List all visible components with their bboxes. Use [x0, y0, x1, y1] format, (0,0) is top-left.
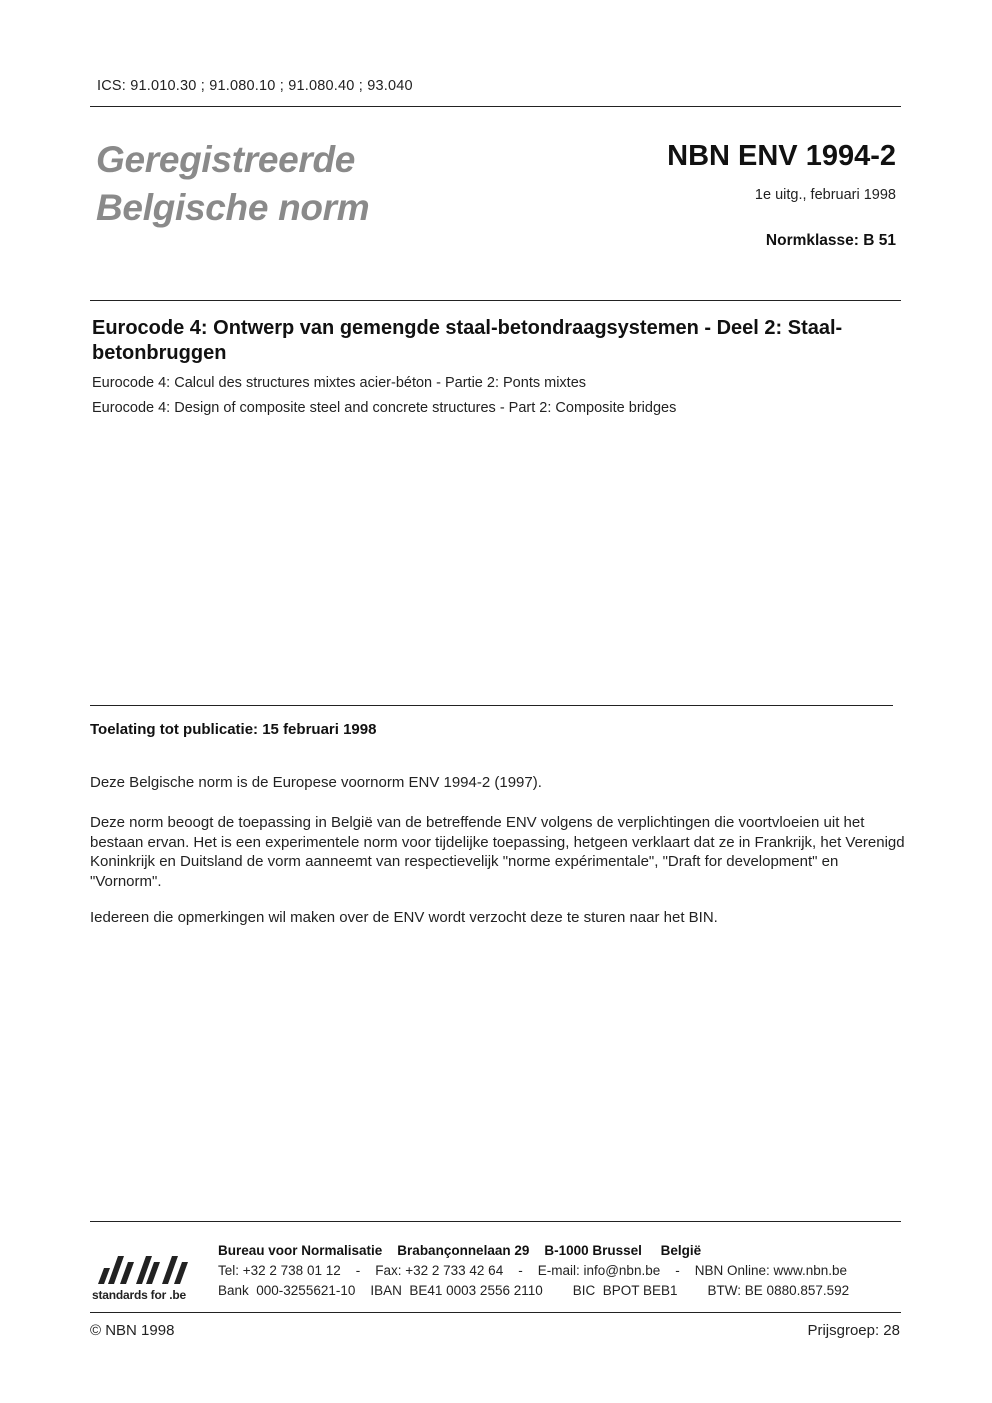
- copyright: © NBN 1998: [90, 1322, 175, 1339]
- logo-tagline: standards for .be: [92, 1288, 186, 1302]
- ics-codes: ICS: 91.010.30 ; 91.080.10 ; 91.080.40 ; 93.040: [97, 78, 413, 94]
- price-group: Prijsgroep: 28: [807, 1322, 900, 1339]
- contact-line: Tel: +32 2 738 01 12 - Fax: +32 2 733 42 64 - E-mail: info@nbn.be - NBN Online: www.nbn.be: [218, 1263, 848, 1278]
- norm-class: Normklasse: B 51: [765, 232, 896, 249]
- registered-title-line1: Geregistreerde: [96, 139, 356, 180]
- footer-rule-bottom: [90, 1312, 901, 1313]
- footer-rule-top: [90, 1221, 901, 1222]
- standard-number: NBN ENV 1994-2: [667, 140, 896, 172]
- body-paragraph-3: Iedereen die opmerkingen wil maken over de ENV wordt verzocht deze te sturen naar het BIN.: [90, 909, 718, 926]
- body-paragraph-2: Deze norm beoogt de toepassing in België van de betreffende ENV volgens de verplichtingen die voortvloeien uit het bestaan ervan. Het is een experimentele norm voor tijdelijke toepassing, hetgeen verklaart dat ze in Frankrijk, het Verenigd Koninkrijk en Duitsland de vorm aanneemt van respectievelijk "norme expérimentale", "Draft for development" en "Vornorm".: [90, 814, 905, 890]
- registered-norm-title: [96, 136, 369, 232]
- body-rule: [90, 705, 893, 706]
- main-title: Eurocode 4: Ontwerp van gemengde staal-betondraagsystemen - Deel 2: Staal-betonbruggen: [92, 317, 843, 364]
- address-line: Bureau voor Normalisatie Brabançonnelaan 29 B-1000 Brussel België: [218, 1243, 702, 1258]
- edition-date: 1e uitg., februari 1998: [754, 187, 896, 203]
- title-rule: [90, 300, 901, 301]
- bank-line: Bank 000-3255621-10 IBAN BE41 0003 2556 2110 BIC BPOT BEB1 BTW: BE 0880.857.592: [218, 1283, 850, 1298]
- registered-title-line2: Belgische norm: [96, 187, 370, 228]
- header-rule: [90, 106, 901, 107]
- body-paragraph-1: Deze Belgische norm is de Europese voornorm ENV 1994-2 (1997).: [90, 774, 542, 791]
- french-title: Eurocode 4: Calcul des structures mixtes acier-béton - Partie 2: Ponts mixtes: [92, 375, 587, 391]
- english-title: Eurocode 4: Design of composite steel and concrete structures - Part 2: Composite bridges: [92, 400, 677, 416]
- approval-date: Toelating tot publicatie: 15 februari 1998: [90, 721, 377, 738]
